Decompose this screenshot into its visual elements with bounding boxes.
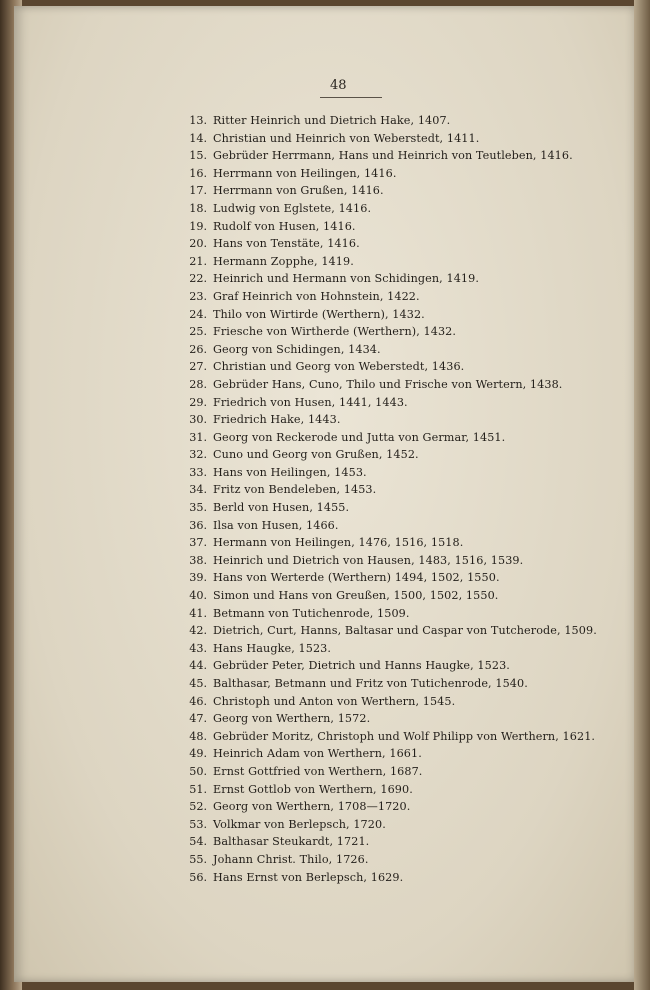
list-item — [174, 622, 614, 640]
list-item — [174, 306, 614, 324]
list-item — [174, 464, 614, 482]
entry-text: Gebrüder Moritz, Christoph und Wolf Philipp von Werthern, 1621. — [213, 729, 596, 743]
entry-text: Friesche von Wirtherde (Werthern), 1432. — [213, 325, 457, 339]
entry-number: 48. — [189, 729, 207, 743]
entry-number: 54. — [189, 835, 207, 849]
entry-number: 46. — [189, 694, 207, 708]
list-item — [174, 358, 614, 376]
page-number-rule — [320, 97, 382, 98]
entry-number: 50. — [189, 764, 207, 778]
entry-number: 27. — [189, 360, 207, 374]
entry-text: Heinrich und Dietrich von Hausen, 1483, 1516, 1539. — [213, 553, 524, 567]
list-item — [174, 165, 614, 183]
entry-text: Volkmar von Berlepsch, 1720. — [213, 817, 386, 831]
entry-text: Herrmann von Grußen, 1416. — [213, 184, 384, 198]
entry-number: 51. — [189, 782, 207, 796]
entry-text: Heinrich und Hermann von Schidingen, 1419. — [213, 272, 480, 286]
list-item — [174, 253, 614, 271]
list-item — [174, 552, 614, 570]
list-item — [174, 270, 614, 288]
entry-number: 37. — [189, 536, 207, 550]
list-item — [174, 446, 614, 464]
entry-number: 24. — [189, 307, 207, 321]
entry-number: 55. — [189, 852, 207, 866]
list-item — [174, 499, 614, 517]
list-item — [174, 112, 614, 130]
entry-number: 40. — [189, 589, 207, 603]
entry-number: 32. — [189, 448, 207, 462]
entry-text: Dietrich, Curt, Hanns, Baltasar und Caspar von Tutcherode, 1509. — [213, 624, 597, 638]
entry-number: 41. — [189, 606, 207, 620]
entry-text: Johann Christ. Thilo, 1726. — [213, 852, 369, 866]
entry-number: 14. — [189, 131, 207, 145]
list-item — [174, 851, 614, 869]
entry-text: Christian und Georg von Weberstedt, 1436. — [213, 360, 465, 374]
entry-number: 52. — [189, 800, 207, 814]
entry-text: Christian und Heinrich von Weberstedt, 1411. — [213, 131, 480, 145]
entry-text: Ilsa von Husen, 1466. — [213, 518, 339, 532]
entry-text: Balthasar, Betmann und Fritz von Tutichenrode, 1540. — [213, 677, 528, 690]
entry-text: Simon und Hans von Greußen, 1500, 1502, 1550. — [213, 589, 499, 603]
entry-text: Fritz von Bendeleben, 1453. — [213, 483, 377, 497]
entry-number: 38. — [189, 553, 207, 567]
entry-number: 17. — [189, 184, 207, 198]
entry-text: Rudolf von Husen, 1416. — [213, 219, 356, 233]
entry-text: Cuno und Georg von Grußen, 1452. — [213, 448, 419, 462]
entry-text: Gebrüder Herrmann, Hans und Heinrich von Teutleben, 1416. — [213, 149, 573, 163]
entry-number: 47. — [189, 712, 207, 726]
entry-number: 26. — [189, 342, 207, 356]
entry-number: 29. — [189, 395, 207, 409]
entry-number: 33. — [189, 465, 207, 479]
entry-text: Balthasar Steukardt, 1721. — [213, 835, 370, 849]
entry-number: 39. — [189, 571, 207, 585]
list-item — [174, 693, 614, 711]
list-item — [174, 798, 614, 816]
entry-number: 42. — [189, 624, 207, 638]
list-item — [174, 675, 614, 693]
entry-number: 49. — [189, 747, 207, 761]
list-item — [174, 218, 614, 236]
entry-text: Graf Heinrich von Hohnstein, 1422. — [213, 289, 420, 303]
entry-text: Georg von Werthern, 1572. — [213, 712, 371, 726]
entry-number: 13. — [189, 114, 207, 127]
list-item — [174, 182, 614, 200]
entry-text: Hermann von Heilingen, 1476, 1516, 1518. — [213, 536, 464, 550]
page-number: 48 — [330, 78, 347, 93]
list-item — [174, 710, 614, 728]
entry-text: Thilo von Wirtirde (Werthern), 1432. — [213, 307, 425, 321]
entry-number: 45. — [189, 677, 207, 690]
entry-text: Friedrich Hake, 1443. — [213, 413, 341, 427]
list-item — [174, 763, 614, 781]
list-item — [174, 745, 614, 763]
entry-number: 53. — [189, 817, 207, 831]
entry-text: Georg von Reckerode und Jutta von Germar, 1451. — [213, 430, 506, 444]
entry-number: 22. — [189, 272, 207, 286]
list-item — [174, 640, 614, 658]
entry-text: Ludwig von Eglstete, 1416. — [213, 201, 372, 215]
list-item — [174, 728, 614, 746]
list-item — [174, 376, 614, 394]
entry-text: Betmann von Tutichenrode, 1509. — [213, 606, 410, 620]
book-page-edge-right — [634, 0, 650, 990]
list-item — [174, 781, 614, 799]
entry-text: Hans von Werterde (Werthern) 1494, 1502, 1550. — [213, 571, 500, 585]
entry-number: 43. — [189, 641, 207, 655]
list-item — [174, 429, 614, 447]
entry-text: Ernst Gottlob von Werthern, 1690. — [213, 782, 413, 796]
list-item — [174, 481, 614, 499]
entry-text: Gebrüder Hans, Cuno, Thilo und Frische von Wertern, 1438. — [213, 377, 563, 391]
entry-text: Georg von Schidingen, 1434. — [213, 342, 381, 356]
entry-text: Hans Haugke, 1523. — [213, 641, 332, 655]
entry-number: 15. — [189, 149, 207, 163]
entry-number: 56. — [189, 870, 207, 884]
list-item — [174, 130, 614, 148]
list-item — [174, 411, 614, 429]
entry-number: 23. — [189, 289, 207, 303]
list-item — [174, 833, 614, 851]
entry-text: Georg von Werthern, 1708—1720. — [213, 800, 411, 814]
entry-text: Herrmann von Heilingen, 1416. — [213, 166, 397, 180]
list-item — [174, 517, 614, 535]
list-item — [174, 341, 614, 359]
list-item — [174, 605, 614, 623]
name-list — [174, 112, 614, 886]
list-item — [174, 587, 614, 605]
entry-number: 31. — [189, 430, 207, 444]
entry-text: Gebrüder Peter, Dietrich und Hanns Haugke, 1523. — [213, 659, 510, 673]
entry-number: 18. — [189, 201, 207, 215]
entry-text: Hermann Zopphe, 1419. — [213, 254, 354, 268]
entry-number: 36. — [189, 518, 207, 532]
entry-text: Heinrich Adam von Werthern, 1661. — [213, 747, 422, 761]
entry-number: 25. — [189, 325, 207, 339]
list-item — [174, 534, 614, 552]
entry-number: 30. — [189, 413, 207, 427]
entry-number: 20. — [189, 237, 207, 251]
list-item — [174, 235, 614, 253]
entry-number: 28. — [189, 377, 207, 391]
list-item — [174, 657, 614, 675]
list-item — [174, 816, 614, 834]
list-item — [174, 323, 614, 341]
entry-text: Ernst Gottfried von Werthern, 1687. — [213, 764, 423, 778]
list-item — [174, 200, 614, 218]
entry-text: Friedrich von Husen, 1441, 1443. — [213, 395, 408, 409]
list-item — [174, 147, 614, 165]
entry-number: 19. — [189, 219, 207, 233]
entry-number: 44. — [189, 659, 207, 673]
entry-text: Hans von Heilingen, 1453. — [213, 465, 367, 479]
list-item — [174, 288, 614, 306]
entry-number: 34. — [189, 483, 207, 497]
entry-text: Berld von Husen, 1455. — [213, 501, 350, 515]
entry-number: 21. — [189, 254, 207, 268]
entry-text: Christoph und Anton von Werthern, 1545. — [213, 694, 456, 708]
entry-number: 35. — [189, 501, 207, 515]
list-item — [174, 569, 614, 587]
entry-text: Hans Ernst von Berlepsch, 1629. — [213, 870, 404, 884]
list-item — [174, 394, 614, 412]
entry-text: Ritter Heinrich und Dietrich Hake, 1407. — [213, 114, 451, 127]
list-item — [174, 869, 614, 887]
entry-text: Hans von Tenstäte, 1416. — [213, 237, 360, 251]
entry-number: 16. — [189, 166, 207, 180]
book-page — [14, 6, 636, 982]
